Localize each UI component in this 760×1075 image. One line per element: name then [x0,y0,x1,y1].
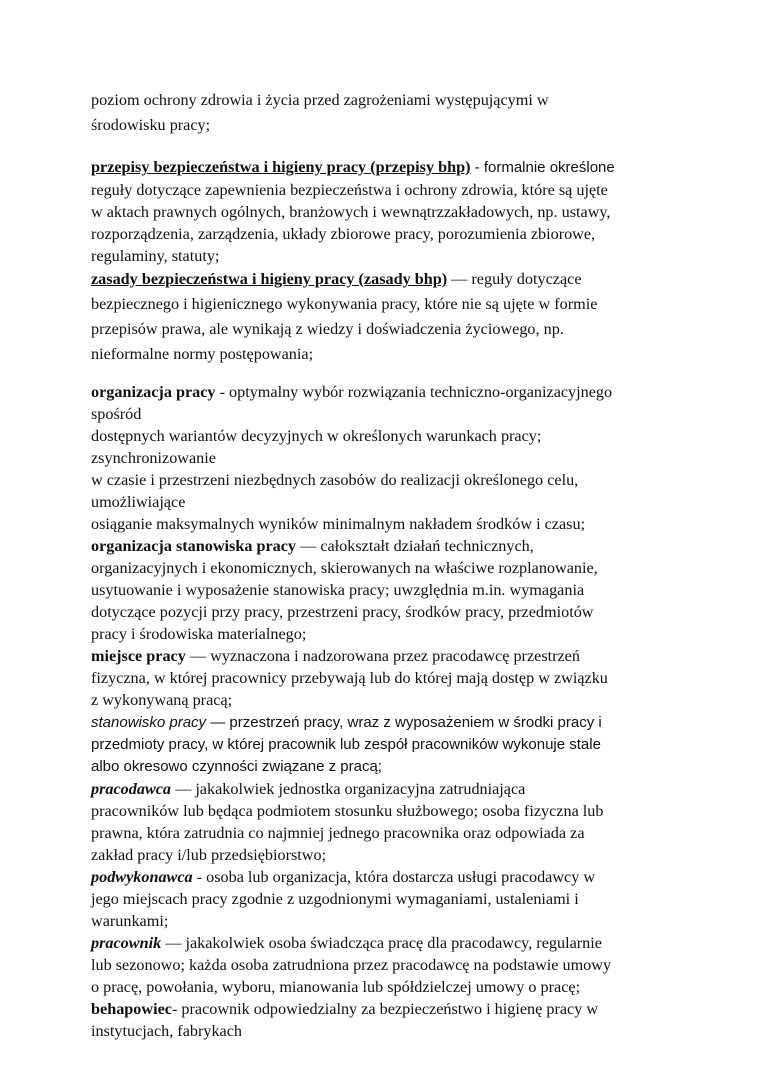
text-line: pracy i środowiska materialnego; [91,625,307,643]
definition-stanowisko-pracy [91,711,681,778]
text-line: organizacyjnych i ekonomicznych, skierowanych na właściwe rozplanowanie, [91,559,598,577]
definition-podwykonawca [91,866,681,932]
text-line: instytucjach, fabrykach [91,1022,243,1040]
text-line: poziom ochrony zdrowia i życia przed zagrożeniami występującymi w [91,91,549,109]
term-miejsce-pracy: miejsce pracy [91,647,186,665]
text-line: o pracę, powołania, wyboru, mianowania lub spółdzielczej umowy o pracę; [91,978,581,996]
text-line: spośród [91,405,142,423]
term-podwykonawca: podwykonawca [91,868,193,886]
text-line: zakład pracy i/lub przedsiębiorstwo; [91,846,327,864]
definition-organizacja-pracy [91,381,681,535]
text-line: warunkami; [91,912,169,930]
document-page [91,88,681,1042]
text-line: środowisku pracy; [91,116,211,134]
text-line: fizyczna, w której pracownicy przebywają lub do której mają dostęp w związku [91,669,608,687]
text-line: prawna, która zatrudnia co najmniej jednego pracownika oraz odpowiada za [91,824,585,842]
term-behapowiec: behapowiec [91,1000,172,1018]
text-line: nieformalne normy postępowania; [91,345,314,363]
definition-text: - formalnie określone [470,159,615,176]
definition-text: — wyznaczona i nadzorowana przez pracodawcę przestrzeń [185,647,580,665]
term-przepisy-bhp: przepisy bezpieczeństwa i higieny pracy (przepisy bhp) [91,158,471,176]
definition-pracownik [91,932,681,998]
term-organizacja-stanowiska: organizacja stanowiska pracy [91,537,297,555]
text-line: bezpiecznego i higienicznego wykonywania pracy, które nie są ujęte w formie [91,295,598,313]
definition-organizacja-stanowiska [91,535,681,645]
text-line: z wykonywaną pracą; [91,691,233,709]
text-line: rozporządzenia, zarządzenia, układy zbiorowe pracy, porozumienia zbiorowe, [91,225,596,243]
intro-paragraph [91,88,681,138]
term-organizacja-pracy: organizacja pracy [91,383,216,401]
text-line: osiąganie maksymalnych wyników minimalnym nakładem środków i czasu; [91,515,586,533]
text-line: w czasie i przestrzeni niezbędnych zasobów do realizacji określonego celu, [91,471,579,489]
text-line: przedmioty pracy, w której pracownik lub zespół pracowników wykonuje stale [91,736,601,753]
definition-przepisy-bhp [91,156,681,267]
text-line: regulaminy, statuty; [91,247,220,265]
term-zasady-bhp: zasady bezpieczeństwa i higieny pracy (zasady bhp) [91,270,448,288]
text-line: przepisów prawa, ale wynikają z wiedzy i doświadczenia życiowego, np. [91,320,564,338]
text-line: umożliwiające [91,493,186,511]
definition-text: - osoba lub organizacja, która dostarcza usługi pracodawcy w [192,868,596,886]
text-line: lub sezonowo; każda osoba zatrudniona przez pracodawcę na podstawie umowy [91,956,612,974]
text-line: zsynchronizowanie [91,449,216,467]
definition-text: - optymalny wybór rozwiązania techniczno-organizacyjnego [215,383,613,401]
text-line: w aktach prawnych ogólnych, branżowych i wewnątrzzakładowych, np. ustawy, [91,203,611,221]
term-pracownik: pracownik [91,934,162,952]
definition-text: — jakakolwiek jednostka organizacyjna zatrudniająca [171,780,526,798]
definition-text: — reguły dotyczące [447,270,582,288]
term-pracodawca: pracodawca [91,780,172,798]
text-line: usytuowanie i wyposażenie stanowiska pracy; uwzględnia m.in. wymagania [91,581,585,599]
definition-behapowiec [91,998,681,1042]
definition-pracodawca [91,778,681,866]
text-line: pracowników lub będąca podmiotem stosunku służbowego; osoba fizyczna lub [91,802,604,820]
definition-text: - pracownik odpowiedzialny za bezpieczeństwo i higienę pracy w [171,1000,599,1018]
definition-zasady-bhp [91,267,681,367]
definition-text: — jakakolwiek osoba świadcząca pracę dla pracodawcy, regularnie [161,934,602,952]
definition-text: — przestrzeń pracy, wraz z wyposażeniem w środki pracy i [206,714,602,731]
term-stanowisko-pracy: stanowisko pracy [91,714,207,731]
text-line: jego miejscach pracy zgodnie z uzgodnionymi wymaganiami, ustaleniami i [91,890,579,908]
text-line: albo okresowo czynności związane z pracą; [91,758,382,775]
text-line: reguły dotyczące zapewnienia bezpieczeństwa i ochrony zdrowia, które są ujęte [91,181,608,199]
text-line: dostępnych wariantów decyzyjnych w określonych warunkach pracy; [91,427,542,445]
definition-text: — całokształt działań technicznych, [296,537,534,555]
text-line: dotyczące pozycji przy pracy, przestrzeni pracy, środków pracy, przedmiotów [91,603,594,621]
definition-miejsce-pracy [91,645,681,711]
